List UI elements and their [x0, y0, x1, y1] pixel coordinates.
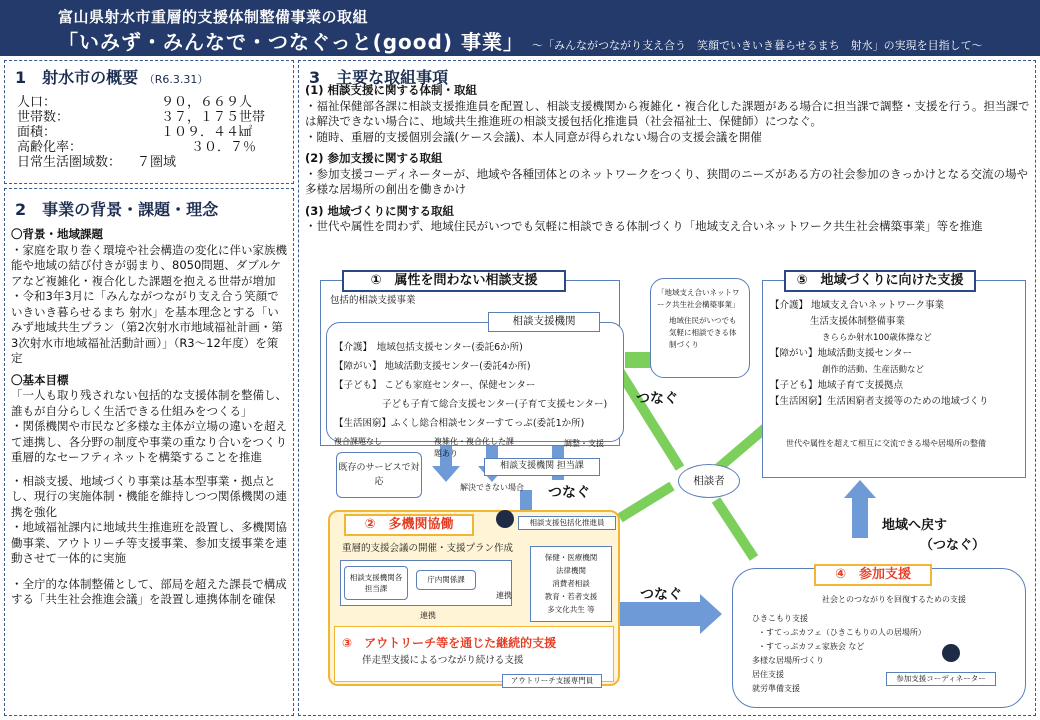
- goal-subheading: 〇基本目標: [11, 372, 69, 387]
- agency-item: 子ども子育て総合支援センター(子育て支援センター): [382, 399, 608, 410]
- overview-value: ３７，１７５世帯: [161, 110, 266, 125]
- label-unsolvable: 解決できない場合: [460, 483, 524, 492]
- agency-label: 相談支援機関: [488, 312, 600, 332]
- outreach-subtitle: 伴走型支援によるつながり続ける支援: [362, 655, 524, 666]
- internal-dept-box: 庁内関係課: [416, 570, 476, 590]
- overview-label: 日常生活圏域数：: [17, 155, 122, 170]
- participation-item: ひきこもり支援: [752, 614, 808, 623]
- arrow-green-line-icon: [620, 486, 672, 518]
- participation-item: ・すてっぷカフェ家族会 など: [758, 642, 865, 651]
- return-sub-label: （つなぐ）: [920, 538, 986, 553]
- community-item: 【子ども】地域子育て支援拠点: [770, 380, 904, 391]
- external-org: 保健・医療機関: [544, 553, 598, 562]
- header-title-line1: 富山県射水市重層的支援体制整備事業の取組: [58, 8, 369, 26]
- connect-label-3: つなぐ: [640, 587, 682, 603]
- background-heading: 2 事業の背景・課題・理念: [15, 200, 219, 219]
- existing-service-box: 既存のサービスで対応: [336, 452, 422, 498]
- agency-dept-box: 相談支援機関各担当課: [344, 566, 408, 600]
- diagram: [320, 268, 1032, 712]
- bubble-text: 「地域支え合いネットワーク共生社会構築事業」: [657, 288, 740, 309]
- client-circle: 相談者: [678, 464, 740, 498]
- background-paragraph: ・令和3年3月に「みんながつながり支え合う笑顔でいきいき暮らせるまち 射水」を基本理念とする「いみず地域共生プラン（第2次射水市地域福祉計画・第3次射水市地域福祉活動計画）」（R3～12年度）を策定: [11, 289, 283, 365]
- section1-title: (1) 相談支援に関する体制・取組: [305, 83, 478, 97]
- overview-table: [17, 95, 265, 170]
- goal-paragraph: 「一人も取り残されない包括的な支援体制を整備し、誰もが自分らしく生活できる仕組みをつくる」: [11, 388, 287, 418]
- background-panel: [4, 188, 294, 716]
- label-complex: 複雑化・複合化した課題あり: [434, 437, 514, 458]
- community-title: ⑤ 地域づくりに向けた支援: [784, 270, 976, 292]
- connect-label-2: つなぐ: [636, 391, 678, 407]
- multi-agency-subtitle: 重層的支援会議の開催・支援プラン作成: [342, 543, 514, 554]
- goal-paragraph: ・相談支援、地域づくり事業は基本型事業・拠点とし、現行の実施体制・機能を維持しつつ関係機関の連携を強化: [11, 473, 287, 519]
- overview-value: ３０．７％: [191, 140, 257, 155]
- arrow-green-line-icon: [716, 500, 754, 558]
- label-adjust: 調整・支援: [564, 439, 604, 448]
- link-label: 連携: [420, 611, 436, 620]
- goal-paragraph: ・全庁的な体制整備として、部局を超えた課長で構成する「共生社会推進会議」を設置し連携体制を確保: [11, 576, 287, 606]
- section3-text: ・世代や属性を問わず、地域住民がいつでも気軽に相談できる体制づくり「地域支え合いネットワーク共生社会構築事業」等を推進: [305, 219, 983, 233]
- background-body: [11, 227, 289, 608]
- external-org: 教育・若者支援: [544, 592, 598, 601]
- label-no-complex: 複合課題なし: [334, 437, 382, 446]
- connect-label-1: つなぐ: [548, 485, 590, 501]
- participation-item: 居住支援: [752, 670, 784, 679]
- background-paragraph: ・家庭を取り巻く環境や社会構造の変化に伴い家族機能や地域の結び付きが弱まり、8050問題、ダブルケアなど複雑化・複合化した課題を抱える世帯が増加: [11, 242, 287, 288]
- goal-paragraph: ・地域福祉課内に地域共生推進班を設置し、多機関協働事業、アウトリーチ等支援事業、参加支援事業を連動させて一体的に実施: [11, 520, 287, 565]
- overview-label: 面積：: [17, 125, 57, 140]
- network-bubble: [650, 278, 750, 378]
- hokatsu-label: 相談支援包括化推進員: [518, 516, 616, 530]
- overview-value: ９０，６６９人: [161, 95, 253, 110]
- section3-title: (3) 地域づくりに関する取組: [305, 203, 455, 218]
- agency-item: 【障がい】 地域活動支援センター(委託4か所): [334, 361, 531, 372]
- participation-item: ・すてっぷカフェ（ひきこもりの人の居場所）: [758, 628, 926, 637]
- arrow-to-community-icon: [844, 480, 876, 538]
- overview-date: （R6.3.31）: [143, 73, 209, 86]
- external-org: 多文化共生 等: [547, 605, 595, 614]
- header-subtitle: ～「みんながつながり支え合う 笑顔でいきいき暮らせるまち 射水」の実現を目指して～: [531, 39, 983, 52]
- participation-title: ④ 参加支援: [814, 564, 932, 586]
- header-project-name: 「いみず・みんなで・つなぐっと(good) 事業」: [58, 30, 524, 54]
- multi-agency-title: ② 多機関協働: [344, 514, 474, 536]
- header-title-line2: [58, 26, 983, 55]
- community-item: 生活支援体制整備事業: [810, 316, 906, 327]
- overview-value: １０９．４４㎢: [161, 125, 253, 140]
- agency-list: [334, 338, 607, 433]
- header-banner: [0, 0, 1040, 56]
- community-item: 創作的活動、生産活動など: [822, 365, 925, 375]
- tantou-box: 相談支援機関 担当課: [484, 458, 600, 476]
- main-body: [305, 83, 1031, 235]
- link-label: 連携: [496, 591, 512, 600]
- overview-label: 高齢化率：: [17, 140, 83, 155]
- overview-heading: 1 射水市の概要 （R6.3.31）: [15, 68, 209, 87]
- participation-subtitle: 社会とのつながりを回復するための支援: [822, 595, 966, 604]
- section2-title: (2) 参加支援に関する取組: [305, 151, 443, 165]
- overview-label: 世帯数：: [17, 110, 70, 125]
- agency-item: 【子ども】 こども家庭センター、保健センター: [334, 380, 536, 391]
- section1-text: ・福祉保健部各課に相談支援推進員を配置し、相談支援機関から複雑化・複合化した課題がある場合に担当課で調整・支援を行う。担当課では解決できない場合に、地域共生推進班の相談支援包括化推進員（社会福祉士、保健師）につなぐ。: [305, 98, 1030, 128]
- person-icon: [496, 510, 514, 528]
- outreach-staff: アウトリーチ支援専門員: [502, 674, 602, 688]
- section1-text: ・随時、重層的支援個別会議(ケース会議)、本人同意が得られない場合の支援会議を開催: [305, 129, 762, 144]
- outreach-title: ③ アウトリーチ等を通じた継続的支援: [342, 636, 557, 650]
- overview-value: ７圏域: [137, 155, 177, 170]
- external-orgs-box: [530, 546, 612, 622]
- section2-text: ・参加支援コーディネーターが、地域や各種団体とのネットワークをつくり、狭間のニーズがある方の社会参加のきっかけとなる交流の場や多様な居場所の創出を働きかけ: [305, 166, 1028, 196]
- agency-item: 【生活困窮】ふくし総合相談センターすてっぷ(委託1か所): [334, 418, 585, 429]
- coordinator-icon: [942, 644, 960, 662]
- bubble-text: 地域住民がいつでも気軽に相談できる体制づくり: [669, 316, 737, 349]
- external-org: 消費者相談: [552, 579, 590, 588]
- community-item: 【障がい】地域活動支援センター: [770, 348, 913, 359]
- external-org: 法律機関: [556, 566, 586, 575]
- agency-item: 【介護】 地域包括支援センター(委託6か所): [334, 342, 523, 353]
- community-item: 【介護】 地域支え合いネットワーク事業: [770, 300, 945, 311]
- coordinator-label: 参加支援コーディネーター: [886, 672, 996, 686]
- support-section-1-subtitle: 包括的相談支援事業: [330, 295, 416, 306]
- return-label: 地域へ戻す: [882, 518, 948, 533]
- overview-panel: [4, 60, 294, 184]
- support-section-1-title: ① 属性を問わない相談支援: [342, 270, 566, 292]
- participation-item: 多様な居場所づくり: [752, 656, 824, 665]
- overview-label: 人口：: [17, 95, 57, 110]
- goal-paragraph: ・関係機関や市民など多様な主体が立場の違いを超えて連携し、各分野の制度や事業の重なり合いをつくり重層的なセーフティネットを構築することを推進: [11, 419, 287, 464]
- community-item: 【生活困窮】生活困窮者支援等のための地域づくり: [770, 396, 989, 407]
- community-list: [770, 298, 989, 410]
- participation-item: 就労準備支援: [752, 684, 800, 693]
- background-subheading: 〇背景・地域課題: [11, 227, 103, 241]
- community-footer: 世代や属性を超えて相互に交流できる場や居場所の整備: [786, 439, 986, 448]
- main-heading: 3 主要な取組事項: [309, 68, 449, 87]
- community-item: きららか射水100歳体操など: [822, 333, 932, 343]
